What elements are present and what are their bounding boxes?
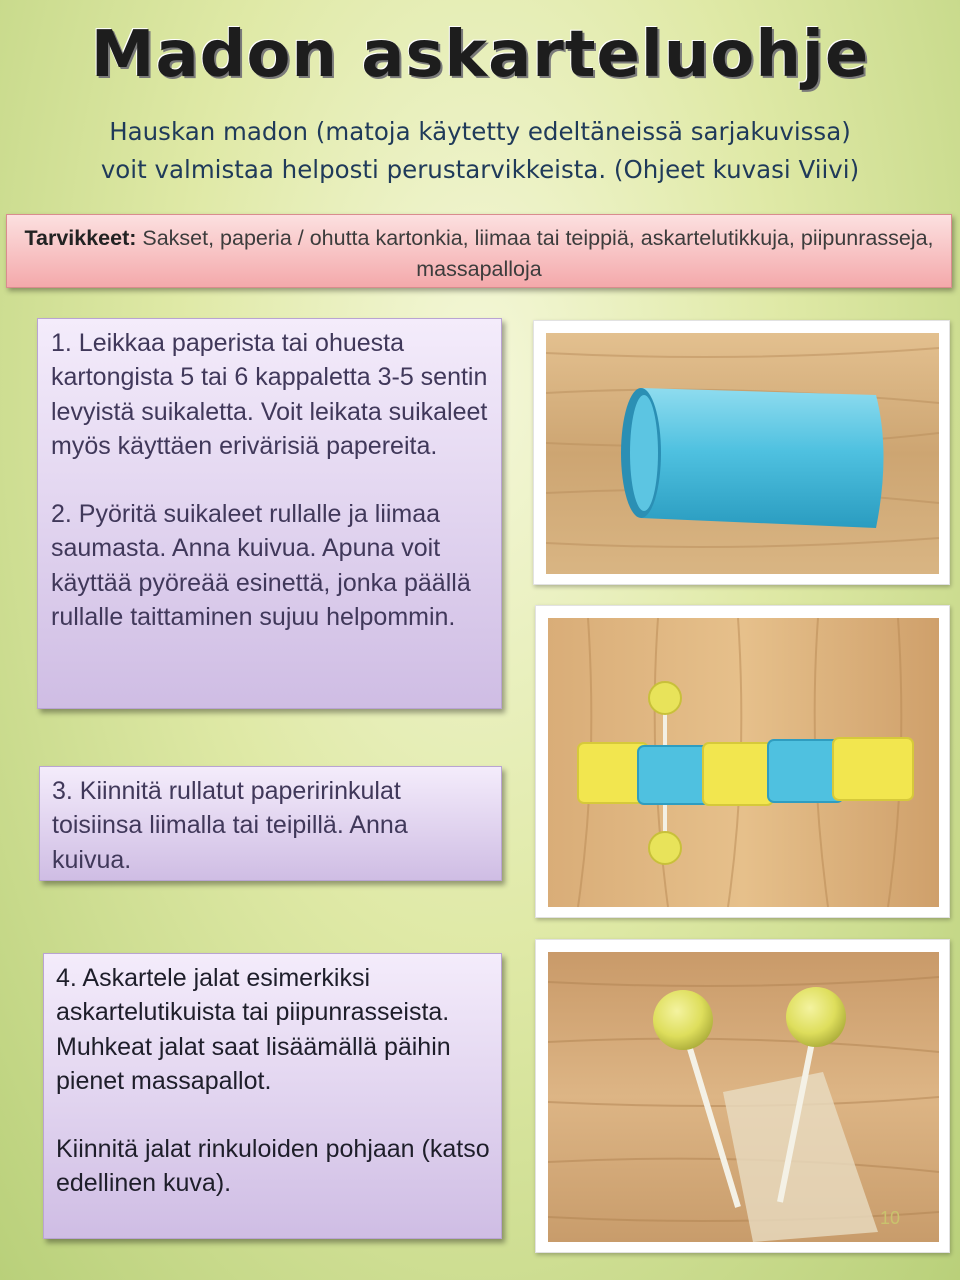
supplies-text: Sakset, paperia / ohutta kartonkia, liimaa tai teippiä, askartelutikkuja, piipunrasseja, massapalloja [136,226,934,281]
step-3-box [39,766,502,881]
legs-image [548,952,939,1242]
step-4-text: 4. Askartele jalat esimerkiksi askartelutikuista tai piipunrasseista. Muhkeat jalat saat lisäämällä päihin pienet massapallot. [56,964,451,1095]
intro-line-2: voit valmistaa helposti perustarvikkeista. (Ohjeet kuvasi Viivi) [100,155,860,184]
photo-legs [535,939,950,1253]
paper-roll-image [546,333,939,574]
supplies-box [6,214,952,288]
connected-rings-image [548,618,939,907]
step-1-2-box [37,318,502,709]
step-4-extra-text: Kiinnitä jalat rinkuloiden pohjaan (katso edellinen kuva). [56,1135,490,1198]
photo-paper-roll [533,320,950,585]
step-1-text: 1. Leikkaa paperista tai ohuesta kartongista 5 tai 6 kappaletta 3-5 sentin levyistä suikaletta. Voit leikata suikaleet myös käyttäen erivärisiä papereita. [51,329,488,460]
photo-connected-rings [535,605,950,918]
step-3-text: 3. Kiinnitä rullatut paperirinkulat toisiinsa liimalla tai teipillä. Anna kuivua. [52,777,408,874]
supplies-label: Tarvikkeet: [24,226,137,250]
step-2-text: 2. Pyöritä suikaleet rullalle ja liimaa saumasta. Anna kuivua. Apuna voit käyttää pyöreää esinettä, jonka päällä rullalle taittaminen sujuu helpommin. [51,500,471,632]
intro-text [60,113,900,189]
page-number: 10 [879,1208,901,1228]
step-4-box [43,953,502,1239]
intro-line-1: Hauskan madon (matoja käytetty edeltäneissä sarjakuvissa) [109,117,851,146]
page-title: Madon askarteluohje [90,18,870,92]
